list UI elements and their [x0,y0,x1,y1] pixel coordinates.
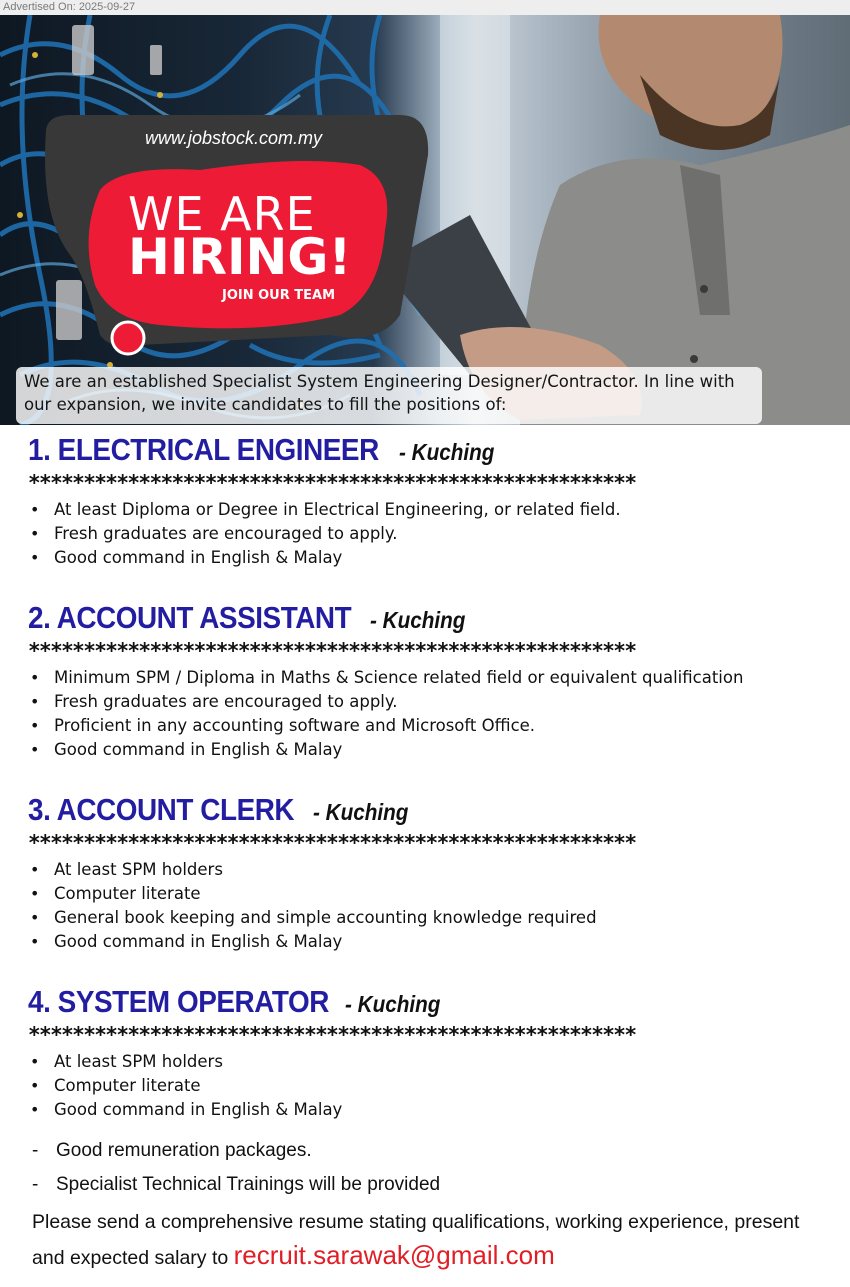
divider: ******************************************************* [28,1024,636,1046]
requirements-list [28,498,828,570]
list-item: • Minimum SPM / Diploma in Maths & Science related field or equivalent qualification [28,666,828,690]
requirements-list [28,1050,828,1122]
benefit-remuneration [32,1140,312,1162]
hero-banner [0,15,850,425]
position-title: 4. SYSTEM OPERATOR [28,984,329,1019]
divider: ******************************************************* [28,832,636,854]
application-instructions [32,1206,832,1275]
requirements-list [28,666,828,762]
list-item: • At least SPM holders [28,1050,828,1074]
position-title: 1. ELECTRICAL ENGINEER [28,432,379,467]
position-location: - Kuching [398,439,495,465]
position-account-clerk [28,792,828,954]
list-item: • At least Diploma or Degree in Electrical Engineering, or related field. [28,498,828,522]
benefit-dash: - [32,1174,39,1195]
requirements-list [28,858,828,954]
intro-paragraph: We are an established Specialist System Engineering Designer/Contractor. In line with our expansion, we invite candidates to fill the positions of: [24,372,735,414]
list-item: • Fresh graduates are encouraged to apply. [28,522,828,546]
position-location: - Kuching [370,607,466,633]
list-item: • Computer literate [28,882,828,906]
banner-headline-2: HIRING! [128,228,352,286]
list-item: • Good command in English & Malay [28,546,828,570]
position-account-assistant [28,600,828,762]
list-item: • At least SPM holders [28,858,828,882]
closing-text: Please send a comprehensive resume stating qualifications, working experience, present and expected salary to [32,1211,800,1269]
position-title: 3. ACCOUNT CLERK [28,792,295,827]
position-system-operator [28,984,828,1122]
benefit-text: Good remuneration packages. [56,1140,312,1161]
benefit-dash: - [32,1140,39,1161]
position-location: - Kuching [345,991,441,1017]
position-title: 2. ACCOUNT ASSISTANT [28,600,352,635]
list-item: • Good command in English & Malay [28,738,828,762]
list-item: • Good command in English & Malay [28,1098,828,1122]
banner-website: www.jobstock.com.my [145,128,323,148]
divider: ******************************************************* [28,472,636,494]
list-item: • Proficient in any accounting software and Microsoft Office. [28,714,828,738]
contact-email-link[interactable]: recruit.sarawak@gmail.com [233,1240,555,1270]
position-location: - Kuching [312,799,409,825]
position-electrical-engineer [28,432,828,570]
divider: ******************************************************* [28,640,636,662]
list-item: • Good command in English & Malay [28,930,828,954]
advertised-date: Advertised On: 2025-09-27 [0,0,850,15]
banner-tagline: JOIN OUR TEAM [222,288,336,303]
list-item: • Fresh graduates are encouraged to apply. [28,690,828,714]
benefit-text: Specialist Technical Trainings will be provided [56,1174,441,1195]
banner-headline-1: WE ARE [128,187,316,241]
list-item: • Computer literate [28,1074,828,1098]
list-item: • General book keeping and simple accounting knowledge required [28,906,828,930]
benefit-training [32,1174,440,1196]
